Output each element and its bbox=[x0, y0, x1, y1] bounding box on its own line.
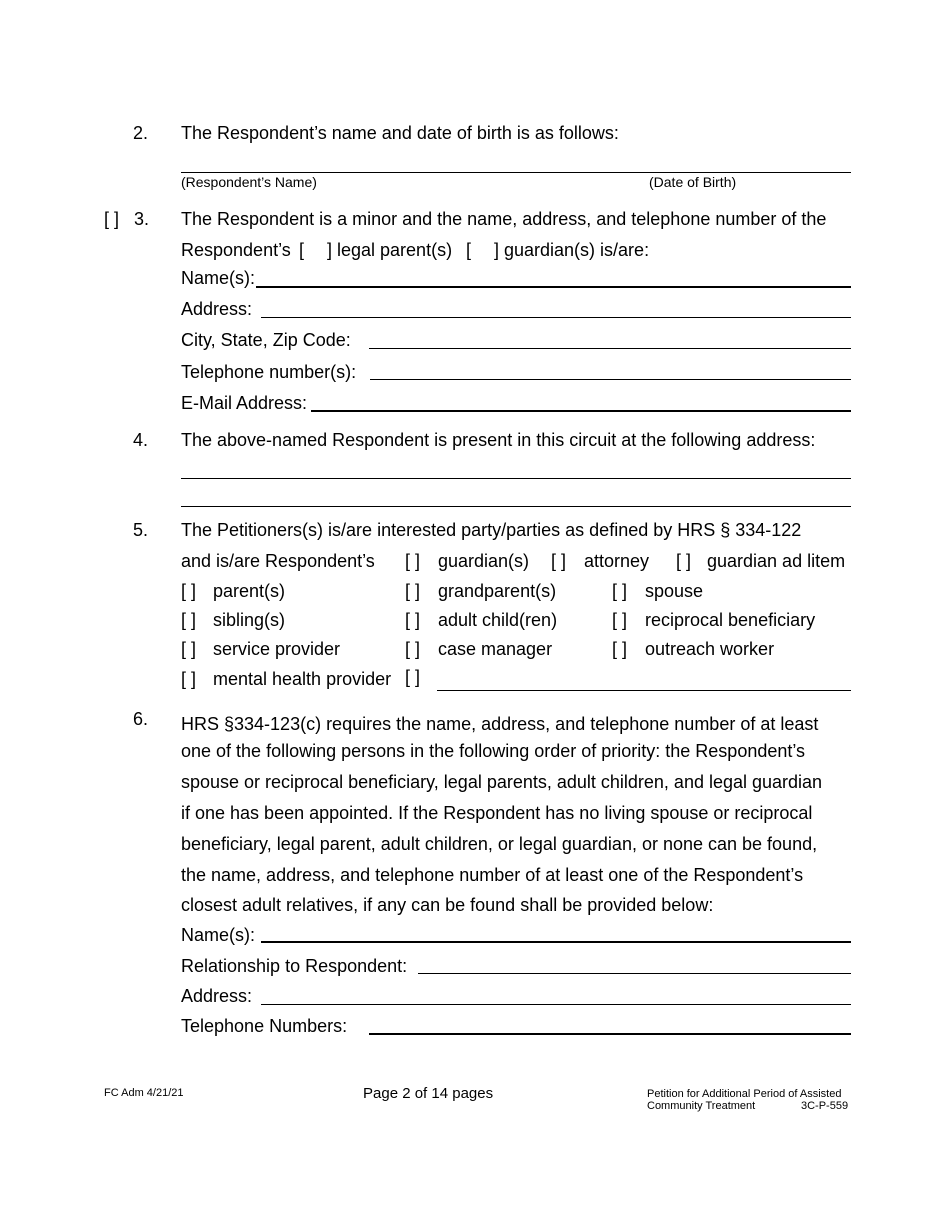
service-provider-option-checkbox[interactable]: [ ] bbox=[181, 639, 197, 659]
item3-email-label: E-Mail Address: bbox=[181, 393, 308, 413]
reciprocal-option-checkbox[interactable]: [ ] bbox=[612, 610, 628, 630]
item6-phone-label: Telephone Numbers: bbox=[181, 1016, 348, 1036]
item4-text: The above-named Respondent is present in this circuit at the following address: bbox=[181, 430, 816, 450]
item5-number: 5. bbox=[133, 520, 149, 540]
item2-text: The Respondent’s name and date of birth is as follows: bbox=[181, 123, 619, 143]
item6-line-6: the name, address, and telephone number of at least one of the Respondent’s bbox=[181, 865, 804, 885]
attorney-option-label: attorney bbox=[584, 551, 650, 571]
guardian-checkbox[interactable]: [ bbox=[466, 240, 472, 260]
parents-option-label: parent(s) bbox=[213, 581, 286, 601]
item3-email-field[interactable] bbox=[311, 410, 851, 412]
legal-parent-checkbox[interactable]: [ bbox=[299, 240, 305, 260]
item4-address-line-2[interactable] bbox=[181, 506, 851, 507]
item6-relationship-label: Relationship to Respondent: bbox=[181, 956, 408, 976]
item6-line-3: spouse or reciprocal beneficiary, legal parents, adult children, and legal guardian bbox=[181, 772, 823, 792]
item4-address-line-1[interactable] bbox=[181, 478, 851, 479]
item6-address-label: Address: bbox=[181, 986, 253, 1006]
item6-line-1: HRS §334-123(c) requires the name, address, and telephone number of at least bbox=[181, 714, 819, 734]
guardian-option-label: guardian(s) bbox=[438, 551, 530, 571]
grandparents-option-label: grandparent(s) bbox=[438, 581, 557, 601]
adult-children-option-checkbox[interactable]: [ ] bbox=[405, 610, 421, 630]
legal-parent-label: ] legal parent(s) bbox=[327, 240, 453, 260]
parents-option-checkbox[interactable]: [ ] bbox=[181, 581, 197, 601]
grandparents-option-checkbox[interactable]: [ ] bbox=[405, 581, 421, 601]
item6-phone-field[interactable] bbox=[369, 1033, 851, 1035]
reciprocal-option-label: reciprocal beneficiary bbox=[645, 610, 816, 630]
item2-number: 2. bbox=[133, 123, 149, 143]
spouse-option-label: spouse bbox=[645, 581, 704, 601]
item3-names-field[interactable] bbox=[256, 286, 851, 288]
item6-address-field[interactable] bbox=[261, 1004, 851, 1005]
adult-children-option-label: adult child(ren) bbox=[438, 610, 558, 630]
item6-names-label: Name(s): bbox=[181, 925, 256, 945]
item5-line2: and is/are Respondent’s bbox=[181, 551, 375, 571]
other-option-checkbox[interactable]: [ ] bbox=[405, 667, 421, 687]
footer-form-number: 3C-P-559 bbox=[801, 1100, 849, 1112]
item3-address-field[interactable] bbox=[261, 317, 851, 318]
spouse-option-checkbox[interactable]: [ ] bbox=[612, 581, 628, 601]
attorney-option-checkbox[interactable]: [ ] bbox=[551, 551, 567, 571]
item3-address-label: Address: bbox=[181, 299, 253, 319]
item6-names-field[interactable] bbox=[261, 941, 851, 943]
other-option-field[interactable] bbox=[437, 690, 851, 691]
item3-line2-start: Respondent’s bbox=[181, 240, 291, 260]
item3-phone-field[interactable] bbox=[370, 379, 851, 380]
case-manager-option-label: case manager bbox=[438, 639, 553, 659]
item3-city-label: City, State, Zip Code: bbox=[181, 330, 351, 350]
item5-line1: The Petitioners(s) is/are interested party/parties as defined by HRS § 334-122 bbox=[181, 520, 802, 540]
footer-form-code: FC Adm 4/21/21 bbox=[104, 1087, 184, 1099]
item6-line-5: beneficiary, legal parent, adult children, or legal guardian, or none can be found, bbox=[181, 834, 818, 854]
item3-phone-label: Telephone number(s): bbox=[181, 362, 357, 382]
dob-caption: (Date of Birth) bbox=[649, 174, 737, 190]
siblings-option-checkbox[interactable]: [ ] bbox=[181, 610, 197, 630]
footer-page-number: Page 2 of 14 pages bbox=[363, 1085, 494, 1102]
guardian-ad-litem-checkbox[interactable]: [ ] bbox=[676, 551, 692, 571]
footer-title-line1: Petition for Additional Period of Assisted bbox=[647, 1088, 842, 1100]
item6-line-7: closest adult relatives, if any can be found shall be provided below: bbox=[181, 895, 714, 915]
guardian-label: ] guardian(s) is/are: bbox=[494, 240, 650, 260]
item4-number: 4. bbox=[133, 430, 149, 450]
service-provider-option-label: service provider bbox=[213, 639, 341, 659]
item6-line-4: if one has been appointed. If the Respondent has no living spouse or reciprocal bbox=[181, 803, 813, 823]
item6-relationship-field[interactable] bbox=[418, 973, 851, 974]
footer-title-line2: Community Treatment bbox=[647, 1100, 756, 1112]
item6-number: 6. bbox=[133, 709, 149, 729]
outreach-option-checkbox[interactable]: [ ] bbox=[612, 639, 628, 659]
item3-number: 3. bbox=[134, 209, 150, 229]
mental-health-option-label: mental health provider bbox=[213, 669, 392, 689]
respondent-name-dob-field[interactable] bbox=[181, 172, 851, 173]
item3-city-field[interactable] bbox=[369, 348, 851, 349]
guardian-option-checkbox[interactable]: [ ] bbox=[405, 551, 421, 571]
item6-line-2: one of the following persons in the following order of priority: the Respondent’s bbox=[181, 741, 806, 761]
item3-names-label: Name(s): bbox=[181, 268, 256, 288]
respondent-name-caption: (Respondent’s Name) bbox=[181, 174, 317, 190]
outreach-option-label: outreach worker bbox=[645, 639, 775, 659]
case-manager-option-checkbox[interactable]: [ ] bbox=[405, 639, 421, 659]
item3-line1: The Respondent is a minor and the name, address, and telephone number of the bbox=[181, 209, 827, 229]
item3-checkbox[interactable]: [ ] bbox=[104, 209, 120, 229]
guardian-ad-litem-label: guardian ad litem bbox=[707, 551, 846, 571]
siblings-option-label: sibling(s) bbox=[213, 610, 286, 630]
mental-health-option-checkbox[interactable]: [ ] bbox=[181, 669, 197, 689]
